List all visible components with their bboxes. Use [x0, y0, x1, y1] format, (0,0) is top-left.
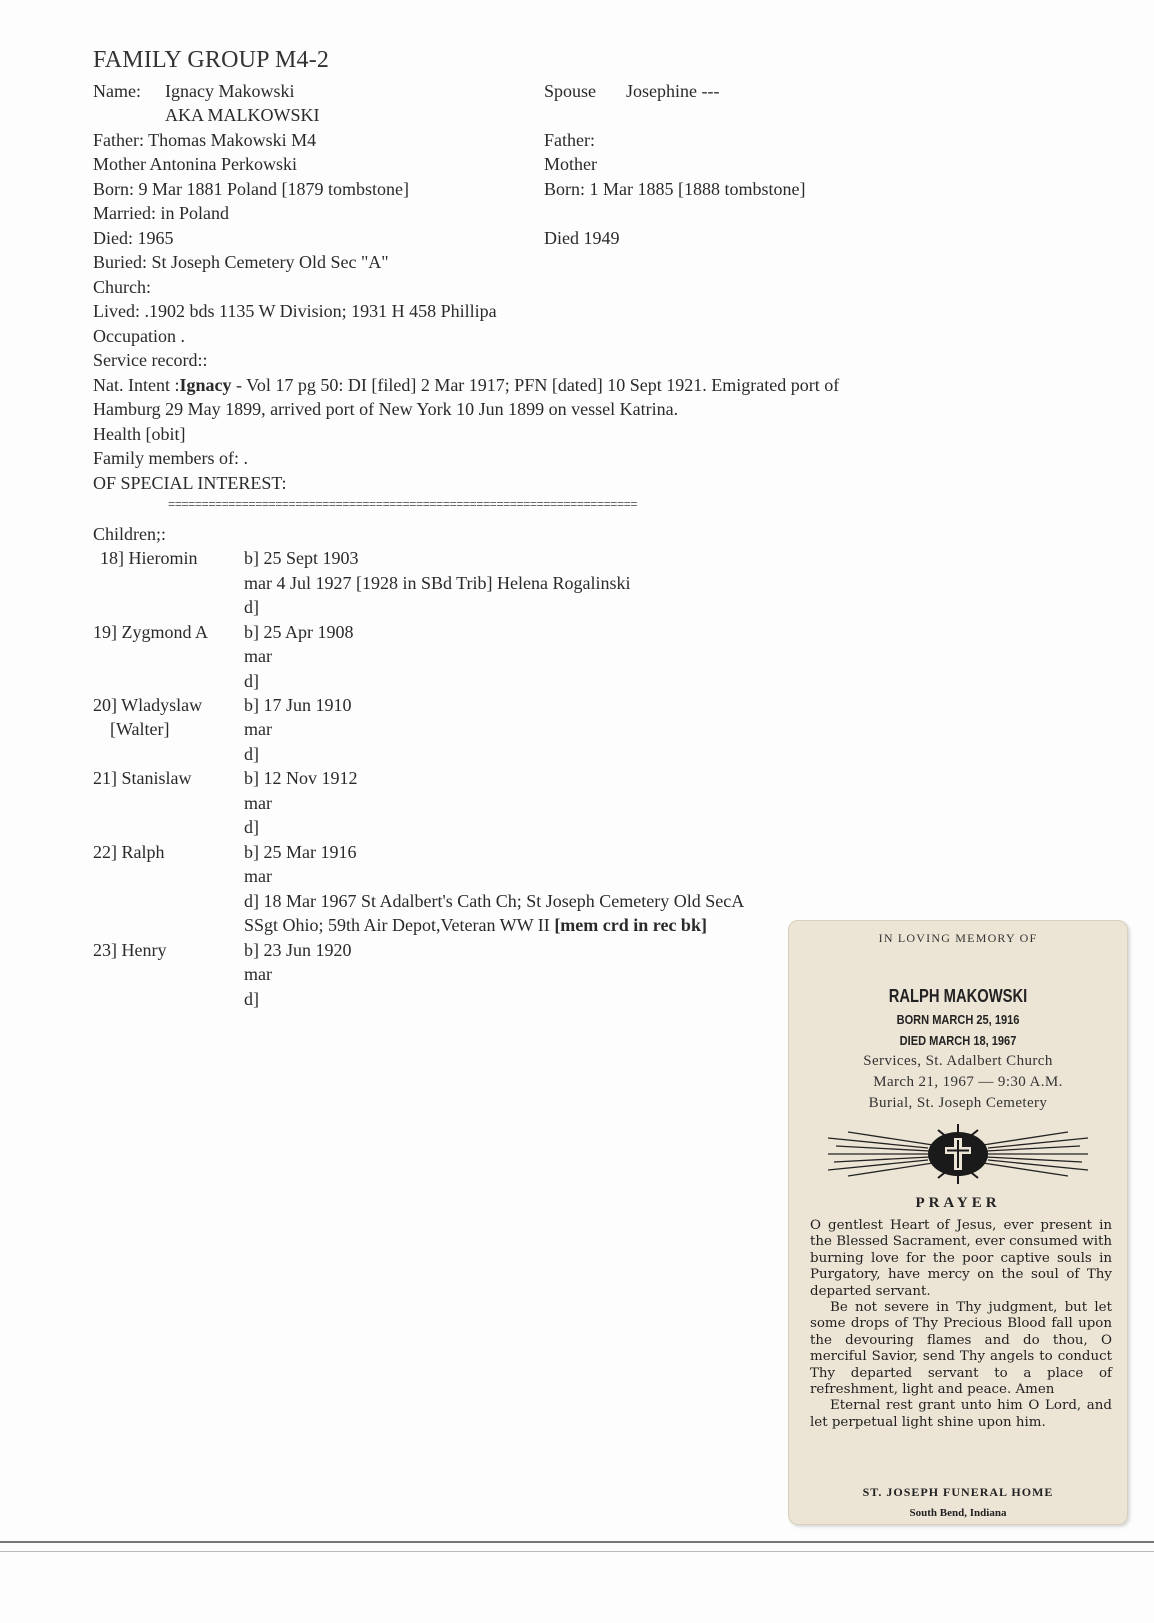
died-line: Died: 1965 — [93, 228, 174, 248]
child-marriage: mar — [244, 866, 272, 886]
page-title: FAMILY GROUP M4-2 — [93, 47, 330, 73]
child-name: 19] Zygmond A — [93, 622, 208, 642]
sacred-heart-emblem — [788, 1118, 1128, 1188]
children-label: Children;: — [93, 524, 166, 544]
church-line: Church: — [93, 277, 151, 297]
child-marriage: mar 4 Jul 1927 [1928 in SBd Trib] Helena Rogalinski — [244, 573, 631, 593]
spouse-mother-line: Mother — [544, 154, 597, 174]
card-services: Services, St. Adalbert Church — [863, 1053, 1053, 1069]
scan-edge-line — [0, 1551, 1154, 1552]
memorial-card-note: [mem crd in rec bk] — [554, 915, 707, 935]
nat-name: Ignacy — [179, 375, 232, 395]
child-birth: b] 23 Jun 1920 — [244, 940, 352, 960]
memorial-card — [788, 920, 1128, 1525]
child-birth: b] 17 Jun 1910 — [244, 695, 352, 715]
spouse-label: Spouse — [544, 81, 597, 101]
child-death: d] — [244, 744, 259, 764]
spouse-father-line: Father: — [544, 130, 595, 150]
card-funeral-home: ST. JOSEPH FUNERAL HOME — [862, 1485, 1054, 1499]
name-label: Name: — [93, 81, 141, 101]
emigration-line: Hamburg 29 May 1899, arrived port of New York 10 Jun 1899 on vessel Katrina. — [93, 399, 679, 419]
card-prayer-title: PRAYER — [915, 1195, 1001, 1211]
health-line: Health [obit] — [93, 424, 186, 444]
aka-value: AKA MALKOWSKI — [165, 105, 320, 125]
nat-details: - Vol 17 pg 50: DI [filed] 2 Mar 1917; PFN [dated] 10 Sept 1921. Emigrated port of — [231, 375, 840, 395]
separator-rule: ====================================================================== — [168, 498, 638, 512]
card-born: BORN MARCH 25, 1916 — [896, 1012, 1020, 1027]
spouse-value: Josephine --- — [626, 81, 720, 101]
prayer-paragraph: Be not severe in Thy judgment, but let some drops of Thy Precious Blood fall upon the devouring flames and do thou, O merciful Savior, send Thy angels to conduct Thy departed servant to a place of refreshment, light and peace. Amen — [810, 1300, 1112, 1398]
child-name-alias: [Walter] — [110, 719, 170, 739]
nat-prefix: Nat. Intent : — [93, 375, 180, 395]
card-name: RALPH MAKOWSKI — [888, 986, 1028, 1006]
family-members-line: Family members of: . — [93, 448, 248, 468]
service-record-line: Service record:: — [93, 350, 208, 370]
child-name: 20] Wladyslaw — [93, 695, 203, 715]
card-died: DIED MARCH 18, 1967 — [899, 1033, 1017, 1048]
card-heading: IN LOVING MEMORY OF — [878, 931, 1038, 945]
child-death: d] — [244, 671, 259, 691]
occupation-line: Occupation . — [93, 326, 185, 346]
child-birth: b] 25 Mar 1916 — [244, 842, 357, 862]
child-birth: b] 25 Sept 1903 — [244, 548, 359, 568]
card-location: South Bend, Indiana — [909, 1507, 1007, 1519]
special-interest-line: OF SPECIAL INTEREST: — [93, 473, 287, 493]
name-value: Ignacy Makowski — [165, 81, 295, 101]
child-death: d] — [244, 817, 259, 837]
military-text: SSgt Ohio; 59th Air Depot,Veteran WW II — [244, 915, 555, 935]
naturalization-line — [93, 373, 839, 397]
child-name: 18] Hieromin — [100, 548, 198, 568]
card-service-time: March 21, 1967 — 9:30 A.M. — [873, 1074, 1063, 1090]
child-name: 23] Henry — [93, 940, 167, 960]
child-death: d] — [244, 597, 259, 617]
child-marriage: mar — [244, 646, 272, 666]
buried-line: Buried: St Joseph Cemetery Old Sec "A" — [93, 252, 389, 272]
card-prayer-text — [810, 1218, 1112, 1431]
child-death: d] 18 Mar 1967 St Adalbert's Cath Ch; St Joseph Cemetery Old SecA — [244, 891, 745, 911]
prayer-paragraph: Eternal rest grant unto him O Lord, and let perpetual light shine upon him. — [810, 1398, 1112, 1430]
lived-line: Lived: .1902 bds 1135 W Division; 1931 H 458 Phillipa — [93, 301, 497, 321]
born-line: Born: 9 Mar 1881 Poland [1879 tombstone] — [93, 179, 409, 199]
married-line: Married: in Poland — [93, 203, 229, 223]
child-name: 22] Ralph — [93, 842, 165, 862]
spouse-died-line: Died 1949 — [544, 228, 620, 248]
father-line: Father: Thomas Makowski M4 — [93, 130, 317, 150]
scan-edge-line — [0, 1541, 1154, 1543]
child-marriage: mar — [244, 793, 272, 813]
child-marriage: mar — [244, 964, 272, 984]
child-military-note — [244, 913, 707, 937]
spouse-born-line: Born: 1 Mar 1885 [1888 tombstone] — [544, 179, 806, 199]
card-burial: Burial, St. Joseph Cemetery — [868, 1095, 1048, 1111]
child-name: 21] Stanislaw — [93, 768, 192, 788]
child-birth: b] 25 Apr 1908 — [244, 622, 354, 642]
child-marriage: mar — [244, 719, 272, 739]
prayer-paragraph: O gentlest Heart of Jesus, ever present in the Blessed Sacrament, ever consumed with burning love for the poor captive souls in Purgatory, have mercy on the soul of Thy departed servant. — [810, 1218, 1112, 1299]
mother-line: Mother Antonina Perkowski — [93, 154, 297, 174]
child-birth: b] 12 Nov 1912 — [244, 768, 358, 788]
child-death: d] — [244, 989, 259, 1009]
